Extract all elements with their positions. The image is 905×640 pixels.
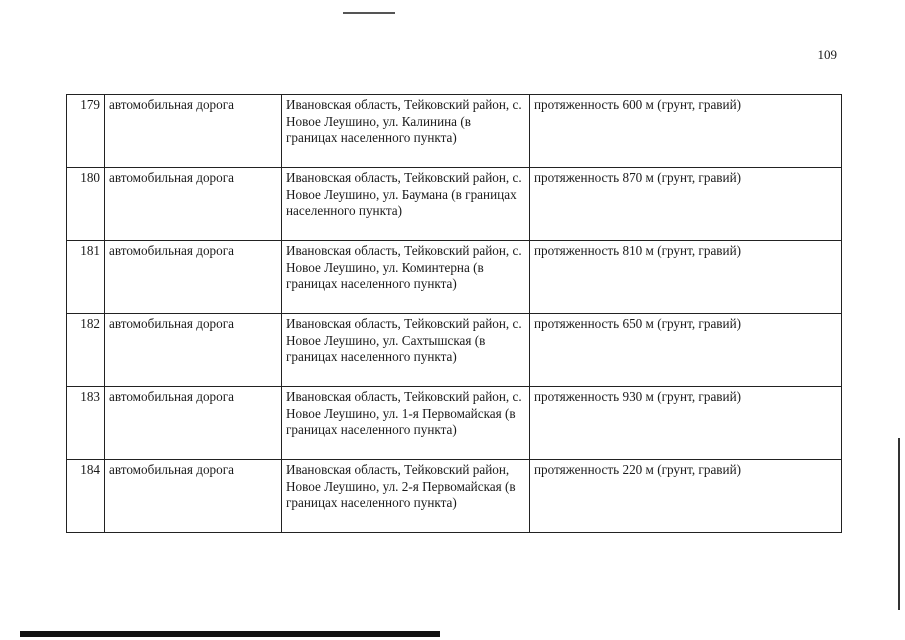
table-row: [67, 241, 842, 314]
object-address: Ивановская область, Тейковский район, с. Новое Леушино, ул. Коминтерна (в границах населенного пункта): [282, 241, 530, 314]
object-address: Ивановская область, Тейковский район, с. Новое Леушино, ул. Сахтышская (в границах населенного пункта): [282, 314, 530, 387]
row-number: 179: [67, 95, 105, 168]
object-description: протяженность 650 м (грунт, гравий): [530, 314, 842, 387]
scan-artifact-bottom-bar: [20, 631, 440, 637]
object-address: Ивановская область, Тейковский район, с. Новое Леушино, ул. Калинина (в границах населенного пункта): [282, 95, 530, 168]
table-row: [67, 95, 842, 168]
object-type: автомобильная дорога: [105, 387, 282, 460]
object-type: автомобильная дорога: [105, 241, 282, 314]
row-number: 181: [67, 241, 105, 314]
object-description: протяженность 810 м (грунт, гравий): [530, 241, 842, 314]
table-row: [67, 314, 842, 387]
object-type: автомобильная дорога: [105, 95, 282, 168]
table-row: [67, 168, 842, 241]
object-address: Ивановская область, Тейковский район, Новое Леушино, ул. 2-я Первомайская (в границах населенного пункта): [282, 460, 530, 533]
page-number: 109: [817, 47, 837, 62]
row-number: 184: [67, 460, 105, 533]
object-description: протяженность 220 м (грунт, гравий): [530, 460, 842, 533]
object-type: автомобильная дорога: [105, 460, 282, 533]
row-number: 182: [67, 314, 105, 387]
object-address: Ивановская область, Тейковский район, с. Новое Леушино, ул. Баумана (в границах населенного пункта): [282, 168, 530, 241]
row-number: 180: [67, 168, 105, 241]
road-registry-table: [66, 94, 842, 533]
object-type: автомобильная дорога: [105, 314, 282, 387]
scan-artifact-right-edge: [898, 438, 900, 610]
object-type: автомобильная дорога: [105, 168, 282, 241]
table-row: [67, 460, 842, 533]
object-description: протяженность 600 м (грунт, гравий): [530, 95, 842, 168]
row-number: 183: [67, 387, 105, 460]
object-address: Ивановская область, Тейковский район, с. Новое Леушино, ул. 1-я Первомайская (в границах населенного пункта): [282, 387, 530, 460]
object-description: протяженность 870 м (грунт, гравий): [530, 168, 842, 241]
object-description: протяженность 930 м (грунт, гравий): [530, 387, 842, 460]
scan-artifact-top-line: [343, 12, 395, 14]
table-row: [67, 387, 842, 460]
